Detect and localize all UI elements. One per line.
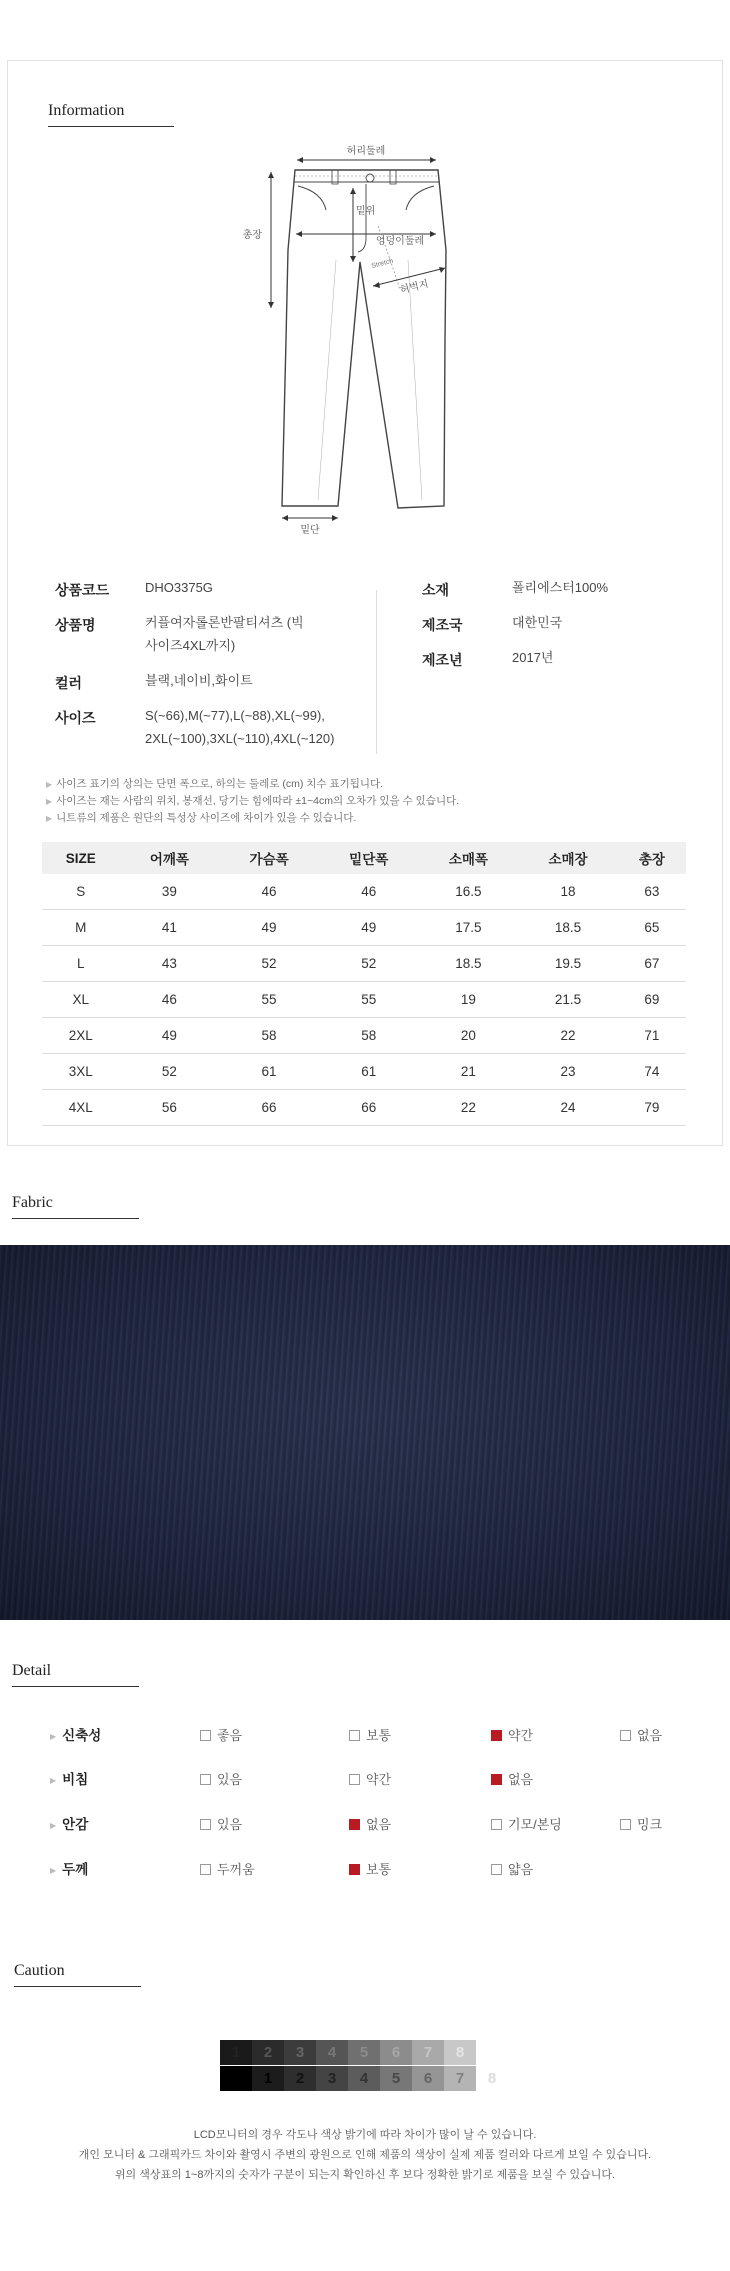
header-cell: 소매폭 [419,842,519,874]
size-table-cell: 69 [618,982,686,1018]
header-cell: 가슴폭 [219,842,319,874]
spec-label-year: 제조년 [422,652,463,668]
spec-value-country: 대한민국 [512,615,563,630]
hip-label: 엉덩이둘레 [375,236,425,247]
caution-text: 개인 모니터 & 그래픽카드 차이와 촬영시 주변의 광원으로 인해 제품의 색상이 실제 제품 컬러와 다르게 보일 수 있습니다. [78,2149,652,2161]
swatch-bottom: 8 [476,2066,508,2091]
size-table-cell: L [42,946,120,982]
detail-option [200,1725,242,1744]
swatch-bottom: 1 [252,2066,284,2091]
detail-option-text: 없음 [366,1817,392,1832]
size-table-cell: 16.5 [419,874,519,910]
size-table-cell: 55 [219,982,319,1018]
information-underline [48,126,174,127]
brightness-swatches [220,2040,508,2092]
unchecked-box-icon [200,1864,211,1875]
swatch-top: 4 [316,2040,348,2065]
size-table-cell: 46 [219,874,319,910]
size-table-cell: 79 [618,1090,686,1126]
size-table-cell: 61 [219,1054,319,1090]
size-table-cell: 21.5 [518,982,618,1018]
size-table-cell: 55 [319,982,419,1018]
size-table-header [42,842,686,874]
swatch-bottom: 6 [412,2066,444,2091]
size-table-cell: 19 [419,982,519,1018]
checked-box-icon [491,1774,502,1785]
caution-underline [14,1986,141,1987]
detail-option-text: 보통 [366,1862,392,1877]
unchecked-box-icon [620,1730,631,1741]
detail-option-text: 약간 [366,1772,392,1787]
thigh-label: 허벅지 [399,278,430,297]
size-table-cell: 22 [419,1090,519,1126]
header-cell: 어깨폭 [120,842,220,874]
size-table-cell: 24 [518,1090,618,1126]
size-table-cell: 21 [419,1054,519,1090]
size-table-cell: 41 [120,910,220,946]
pants-outline [282,170,446,508]
detail-label: ▶ 안감 [50,1813,88,1833]
detail-label: ▶ 비침 [50,1768,88,1788]
rise-label: 밑위 [356,206,376,217]
unchecked-box-icon [200,1774,211,1785]
unchecked-box-icon [349,1774,360,1785]
detail-underline [12,1686,139,1687]
swatch-top: 1 [220,2040,252,2065]
header-cell: 소매장 [518,842,618,874]
detail-option-text: 있음 [217,1817,243,1832]
spec-value-size: S(~66),M(~77),L(~88),XL(~99), 2XL(~100),3XL(~110),4XL(~120) [145,708,335,746]
spec-label-name: 상품명 [55,617,96,633]
unchecked-box-icon [200,1730,211,1741]
spec-label-country: 제조국 [422,617,463,633]
size-table-cell: S [42,874,120,910]
spec-value-code: DHO3375G [145,580,213,595]
swatch-bottom: 2 [284,2066,316,2091]
size-table-row [42,1090,686,1126]
size-table-cell: 3XL [42,1054,120,1090]
size-table-cell: 49 [219,910,319,946]
length-label: 총장 [242,230,262,241]
size-table-cell: 18.5 [419,946,519,982]
detail-option-text: 얇음 [508,1862,534,1877]
caution-text: LCD모니터의 경우 각도나 색상 밝기에 따라 차이가 많이 날 수 있습니다. [193,2129,537,2141]
swatch-bottom: 3 [316,2066,348,2091]
detail-option [491,1859,533,1878]
size-table-cell: 4XL [42,1090,120,1126]
fabric-underline [12,1218,139,1219]
swatch-bottom: 4 [348,2066,380,2091]
size-table-cell: 22 [518,1018,618,1054]
detail-option [620,1725,662,1744]
size-note: ▶ 사이즈는 재는 사람의 위치, 봉재선, 당기는 힘에따라 ±1~4cm의 오차가 있을 수 있습니다. [46,793,459,808]
size-table-cell: 67 [618,946,686,982]
detail-option [349,1725,391,1744]
size-table-cell: 74 [618,1054,686,1090]
caution-text: 위의 색상표의 1~8까지의 숫자가 구분이 되는지 확인하신 후 보다 정확한 밝기로 제품을 보실 수 있습니다. [114,2169,616,2181]
unchecked-box-icon [491,1819,502,1830]
size-table-row [42,874,686,910]
size-table-cell: 61 [319,1054,419,1090]
detail-option-text: 없음 [508,1772,534,1787]
detail-option [491,1814,562,1833]
size-table-row [42,1054,686,1090]
checked-box-icon [349,1864,360,1875]
fabric-title: Fabric [12,1194,53,1211]
swatch-bottom [220,2066,252,2091]
swatch-top: 5 [348,2040,380,2065]
spec-value-color: 블랙,네이비,화이트 [145,673,253,688]
size-table-cell: 20 [419,1018,519,1054]
spec-label-color: 컬러 [55,675,83,691]
detail-option [349,1769,391,1788]
size-table-cell: 58 [219,1018,319,1054]
swatch-top: 6 [380,2040,412,2065]
size-table-cell: 65 [618,910,686,946]
swatch-top: 7 [412,2040,444,2065]
spec-label-size: 사이즈 [55,710,96,726]
size-table-cell: 18 [518,874,618,910]
spec-value-year: 2017년 [512,650,554,665]
swatch-top: 3 [284,2040,316,2065]
detail-option-text: 있음 [217,1772,243,1787]
size-table-cell: 39 [120,874,220,910]
stretch-label: Stretch [370,257,395,270]
detail-option-text: 보통 [366,1728,392,1743]
checked-box-icon [491,1730,502,1741]
size-table-cell: 19.5 [518,946,618,982]
detail-option [200,1859,255,1878]
size-table-cell: 17.5 [419,910,519,946]
size-table-cell: 71 [618,1018,686,1054]
size-table-cell: 43 [120,946,220,982]
swatch-top: 8 [444,2040,476,2065]
unchecked-box-icon [620,1819,631,1830]
size-note: ▶ 니트류의 제품은 원단의 특성상 사이즈에 차이가 있을 수 있습니다. [46,810,356,825]
caution-title: Caution [14,1962,65,1979]
unchecked-box-icon [491,1864,502,1875]
header-cell: SIZE [42,842,120,874]
size-table-cell: 49 [120,1018,220,1054]
detail-option [491,1769,533,1788]
detail-option-text: 없음 [637,1728,663,1743]
size-table-cell: 52 [219,946,319,982]
header-cell: 총장 [618,842,686,874]
spec-value-name: 커플여자롤론반팔티셔츠 (빅사이즈4XL까지) [145,615,304,653]
size-table-cell: 52 [120,1054,220,1090]
size-table-cell: 52 [319,946,419,982]
spec-label-material: 소재 [422,582,450,598]
swatch-top [476,2040,508,2065]
detail-option-text: 두꺼움 [217,1862,255,1877]
waist-label: 허리둘레 [346,146,386,157]
checked-box-icon [349,1819,360,1830]
detail-label: ▶ 두께 [50,1858,88,1878]
size-table-row [42,982,686,1018]
unchecked-box-icon [349,1730,360,1741]
detail-option-text: 기모/본딩 [508,1817,562,1832]
size-table-cell: 66 [219,1090,319,1126]
detail-option-text: 밍크 [637,1817,663,1832]
swatch-bottom: 5 [380,2066,412,2091]
unchecked-box-icon [200,1819,211,1830]
detail-option [620,1814,662,1833]
information-title: Information [48,102,125,119]
detail-option [491,1725,533,1744]
spec-value-material: 폴리에스터100% [512,580,609,595]
swatch-bottom: 7 [444,2066,476,2091]
spec-divider [376,590,377,754]
size-table-cell: 46 [319,874,419,910]
detail-option [200,1814,242,1833]
size-table-cell: 23 [518,1054,618,1090]
size-table-row [42,946,686,982]
detail-option [349,1859,391,1878]
swatch-top: 2 [252,2040,284,2065]
detail-option [349,1814,391,1833]
size-table-cell: 2XL [42,1018,120,1054]
fabric-image [0,1245,730,1620]
size-table-row [42,1018,686,1054]
size-table-cell: 18.5 [518,910,618,946]
detail-label: ▶ 신축성 [50,1724,101,1744]
size-table-cell: 46 [120,982,220,1018]
header-cell: 밑단폭 [319,842,419,874]
detail-option-text: 약간 [508,1728,534,1743]
size-table-cell: 58 [319,1018,419,1054]
size-table-cell: XL [42,982,120,1018]
size-table-cell: 66 [319,1090,419,1126]
detail-title: Detail [12,1662,52,1679]
size-table-cell: 49 [319,910,419,946]
detail-option-text: 좋음 [217,1728,243,1743]
detail-option [200,1769,242,1788]
size-table-cell: M [42,910,120,946]
size-table-cell: 56 [120,1090,220,1126]
size-table-row [42,910,686,946]
size-table-cell: 63 [618,874,686,910]
pants-diagram [240,140,490,540]
size-note: ▶ 사이즈 표기의 상의는 단면 폭으로, 하의는 둘레로 (cm) 치수 표기됩니다. [46,776,383,791]
spec-label-code: 상품코드 [55,582,110,598]
hem-label: 밑단 [300,525,320,536]
size-table [42,842,686,1126]
